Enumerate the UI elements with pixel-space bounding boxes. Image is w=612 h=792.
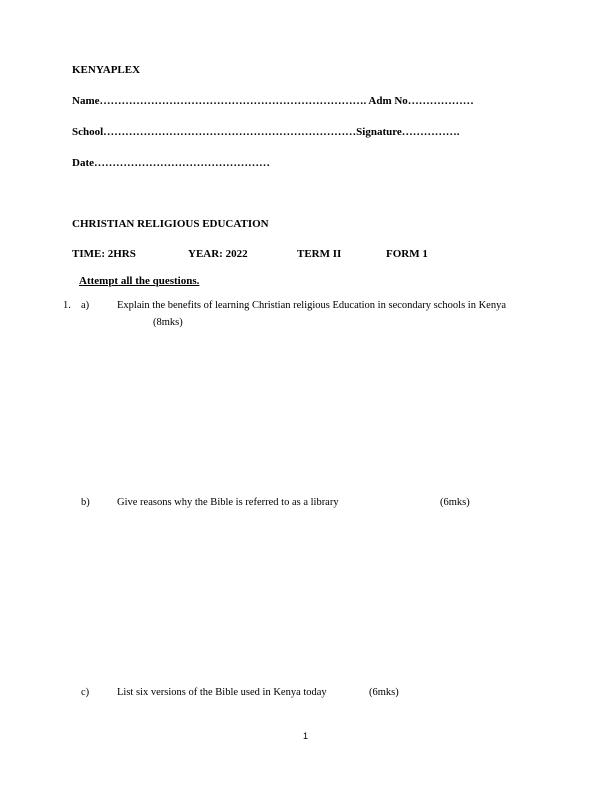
part-text-c: List six versions of the Bible used in Kenya today xyxy=(117,687,327,698)
school-signature-line: School……………………………………………………………Signature……………. xyxy=(72,126,460,138)
date-line: Date………………………………………… xyxy=(72,157,270,169)
part-label-c: c) xyxy=(81,687,90,698)
subject-title: CHRISTIAN RELIGIOUS EDUCATION xyxy=(72,218,269,230)
name-adm-line: Name………………………………………………………………. Adm No……………… xyxy=(72,95,474,107)
exam-year: YEAR: 2022 xyxy=(188,248,248,260)
instruction: Attempt all the questions. xyxy=(79,275,200,287)
part-text-b: Give reasons why the Bible is referred to as a library xyxy=(117,497,339,508)
school-brand: KENYAPLEX xyxy=(72,64,141,76)
part-marks-c: (6mks) xyxy=(369,687,399,698)
part-marks-a: (8mks) xyxy=(153,317,183,328)
part-text-a: Explain the benefits of learning Christian religious Education in secondary schools in Kenya xyxy=(117,300,506,311)
exam-term: TERM II xyxy=(297,248,342,260)
part-marks-b: (6mks) xyxy=(440,497,470,508)
part-label-a: a) xyxy=(81,300,90,311)
part-label-b: b) xyxy=(81,497,90,508)
question-number: 1. xyxy=(63,300,71,311)
exam-time: TIME: 2HRS xyxy=(72,248,136,260)
exam-form: FORM 1 xyxy=(386,248,428,260)
page-number: 1 xyxy=(303,731,309,741)
